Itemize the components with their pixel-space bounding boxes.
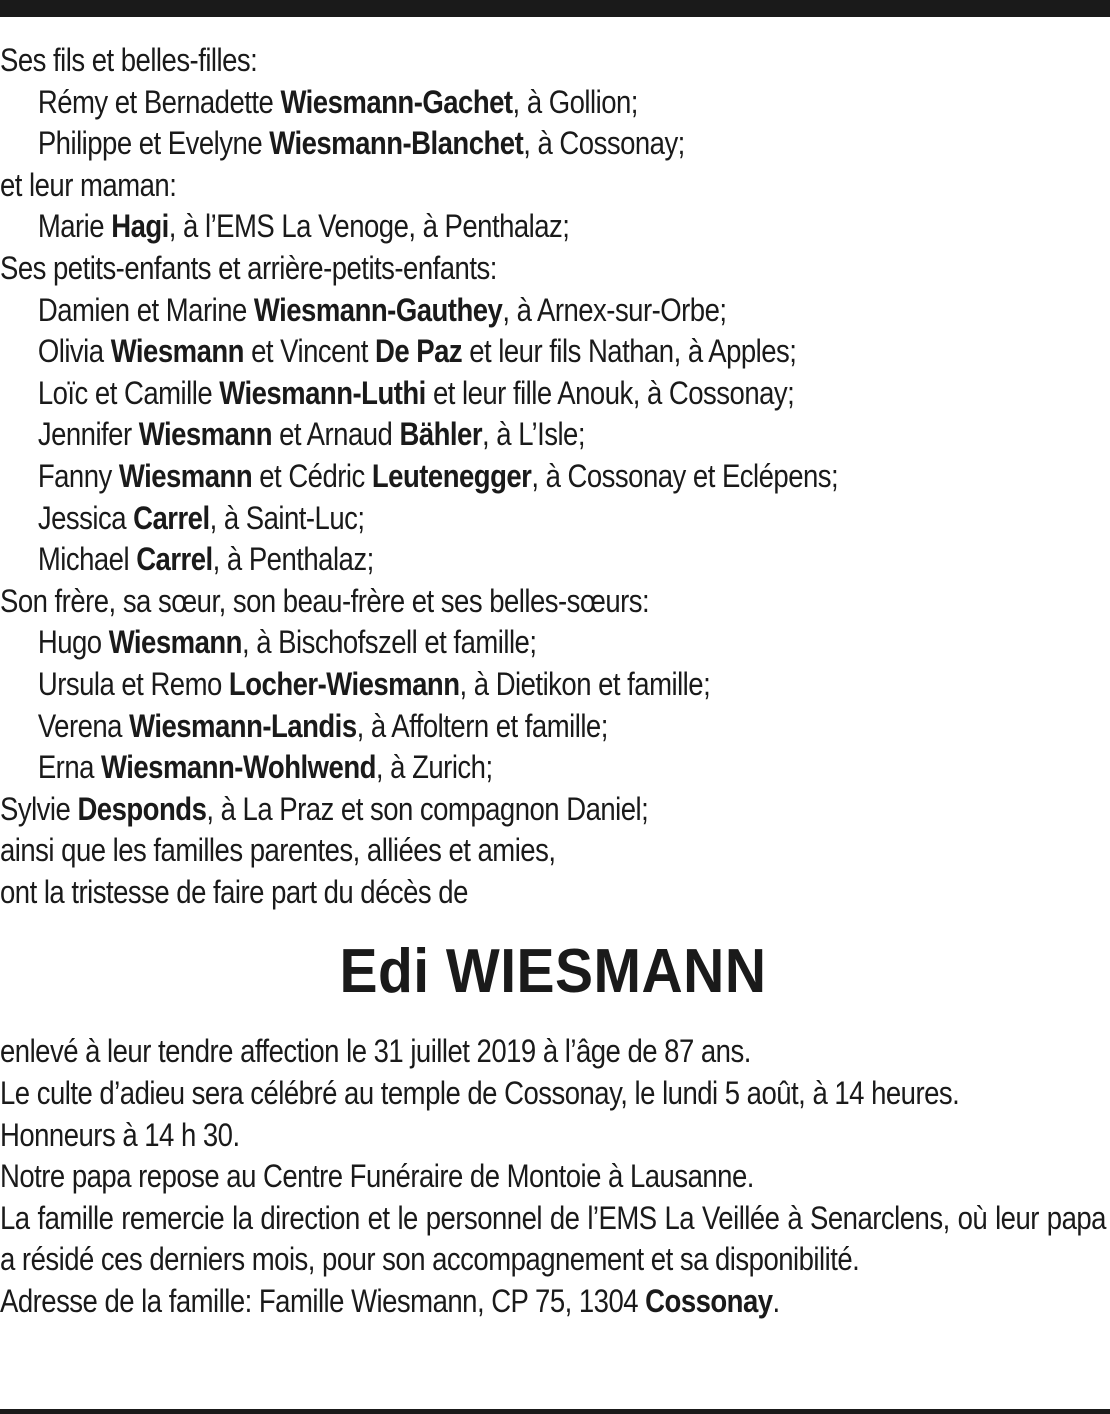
text-segment: , à Penthalaz;	[212, 541, 374, 578]
text-segment: Verena	[37, 707, 130, 744]
text-segment: , à Zurich;	[375, 749, 493, 786]
family-group-line	[0, 248, 951, 290]
text-segment: Marie	[37, 208, 112, 245]
family-name-bold: Wiesmann-Landis	[129, 707, 357, 744]
text-segment: , à Saint-Luc;	[209, 499, 365, 536]
text-segment: Ses petits-enfants et arrière-petits-enfants:	[0, 249, 497, 286]
text-segment: , à La Praz et son compagnon Daniel;	[206, 790, 649, 827]
text-segment: et leur fille Anouk, à Cossonay;	[425, 374, 795, 411]
family-member-line	[0, 414, 951, 456]
text-segment: , à Arnex-sur-Orbe;	[502, 291, 727, 328]
text-segment: Damien et Marine	[37, 291, 254, 328]
text-segment: Hugo	[37, 624, 109, 661]
family-group-line	[0, 872, 951, 914]
text-segment: , à Cossonay et Eclépens;	[531, 457, 839, 494]
family-member-line	[0, 82, 951, 124]
family-member-line	[0, 373, 951, 415]
family-member-line	[0, 664, 951, 706]
text-segment: Jessica	[37, 499, 134, 536]
family-name-bold: Wiesmann	[118, 457, 253, 494]
text-segment: Honneurs à 14 h 30.	[0, 1116, 240, 1153]
closing-paragraph	[0, 1281, 1106, 1323]
family-name-bold: Wiesmann-Blanchet	[269, 125, 524, 162]
deceased-name: Edi WIESMANN	[339, 937, 767, 1007]
family-name-bold: Wiesmann	[138, 416, 273, 453]
family-group-line	[0, 40, 951, 82]
text-segment: , à L’Isle;	[482, 416, 585, 453]
text-segment: Sylvie	[0, 790, 78, 827]
family-name-bold: Carrel	[133, 499, 210, 536]
obituary-notice	[0, 40, 1106, 1323]
text-segment: Son frère, sa sœur, son beau-frère et ses belles-sœurs:	[0, 582, 650, 619]
text-segment: , à Gollion;	[512, 83, 638, 120]
family-name-bold: Wiesmann-Gauthey	[253, 291, 503, 328]
text-segment: ainsi que les familles parentes, alliées et amies,	[0, 832, 556, 869]
text-segment: et Cédric	[252, 457, 372, 494]
text-segment: ont la tristesse de faire part du décès de	[0, 873, 468, 910]
closing-paragraph	[0, 1198, 1106, 1281]
family-name-bold: Wiesmann-Luthi	[219, 374, 426, 411]
family-group-line	[0, 165, 951, 207]
family-name-bold: Cossonay	[645, 1283, 773, 1320]
family-name-bold: Locher-Wiesmann	[228, 665, 460, 702]
text-segment: .	[772, 1283, 780, 1320]
text-segment: La famille remercie la direction et le personnel de l’EMS La Veillée à Senarclens, où leur papa a résidé ces derniers mois, pour son accompagnement et sa disponibilité.	[0, 1199, 1106, 1278]
family-group-line	[0, 830, 951, 872]
text-segment: Loïc et Camille	[37, 374, 220, 411]
family-member-line	[0, 456, 951, 498]
text-segment: Philippe et Evelyne	[37, 125, 270, 162]
family-name-bold: Wiesmann-Gachet	[280, 83, 513, 120]
text-segment: et Arnaud	[272, 416, 400, 453]
text-segment: Notre papa repose au Centre Funéraire de Montoie à Lausanne.	[0, 1158, 754, 1195]
family-member-line	[0, 706, 951, 748]
text-segment: Erna	[37, 749, 102, 786]
family-member-line	[0, 498, 951, 540]
family-name-bold: Leutenegger	[371, 457, 532, 494]
family-member-line	[0, 290, 951, 332]
text-segment: enlevé à leur tendre affection le 31 juillet 2019 à l’âge de 87 ans.	[0, 1033, 751, 1070]
text-segment: , à Affoltern et famille;	[356, 707, 608, 744]
text-segment: Olivia	[37, 333, 111, 370]
text-segment: , à Dietikon et famille;	[459, 665, 711, 702]
family-name-bold: Wiesmann	[108, 624, 242, 661]
closing-paragraph	[0, 1156, 1106, 1198]
family-name-bold: Hagi	[111, 208, 169, 245]
family-member-line	[0, 539, 951, 581]
family-name-bold: De Paz	[374, 333, 463, 370]
closing-text	[0, 1031, 1106, 1322]
family-name-bold: Wiesmann	[110, 333, 244, 370]
text-segment: Rémy et Bernadette	[37, 83, 281, 120]
bottom-rule	[0, 1409, 1110, 1414]
family-group-line	[0, 789, 951, 831]
family-group-line	[0, 581, 951, 623]
family-name-bold: Wiesmann-Wohlwend	[101, 749, 376, 786]
family-member-line	[0, 622, 951, 664]
text-segment: , à Bischofszell et famille;	[241, 624, 537, 661]
text-segment: Ursula et Remo	[37, 665, 229, 702]
family-list	[0, 40, 1106, 913]
top-rule	[0, 0, 1110, 17]
family-name-bold: Desponds	[77, 790, 207, 827]
family-member-line	[0, 206, 951, 248]
text-segment: Michael	[37, 541, 137, 578]
text-segment: Ses fils et belles-filles:	[0, 42, 258, 78]
family-name-bold: Carrel	[136, 541, 213, 578]
text-segment: , à l’EMS La Venoge, à Penthalaz;	[168, 208, 570, 245]
closing-paragraph	[0, 1115, 1106, 1157]
closing-paragraph	[0, 1073, 1106, 1115]
family-name-bold: Bähler	[399, 416, 483, 453]
text-segment: Le culte d’adieu sera célébré au temple de Cossonay, le lundi 5 août, à 14 heures.	[0, 1075, 960, 1112]
family-member-line	[0, 123, 951, 165]
family-member-line	[0, 331, 951, 373]
text-segment: et leur fils Nathan, à Apples;	[462, 333, 797, 370]
text-segment: Jennifer	[37, 416, 139, 453]
text-segment: , à Cossonay;	[523, 125, 685, 162]
text-segment: et Vincent	[243, 333, 375, 370]
text-segment: et leur maman:	[0, 166, 177, 203]
text-segment: Adresse de la famille: Famille Wiesmann, CP 75, 1304	[0, 1283, 646, 1320]
family-member-line	[0, 747, 951, 789]
closing-paragraph	[0, 1031, 1106, 1073]
text-segment: Fanny	[37, 457, 119, 494]
